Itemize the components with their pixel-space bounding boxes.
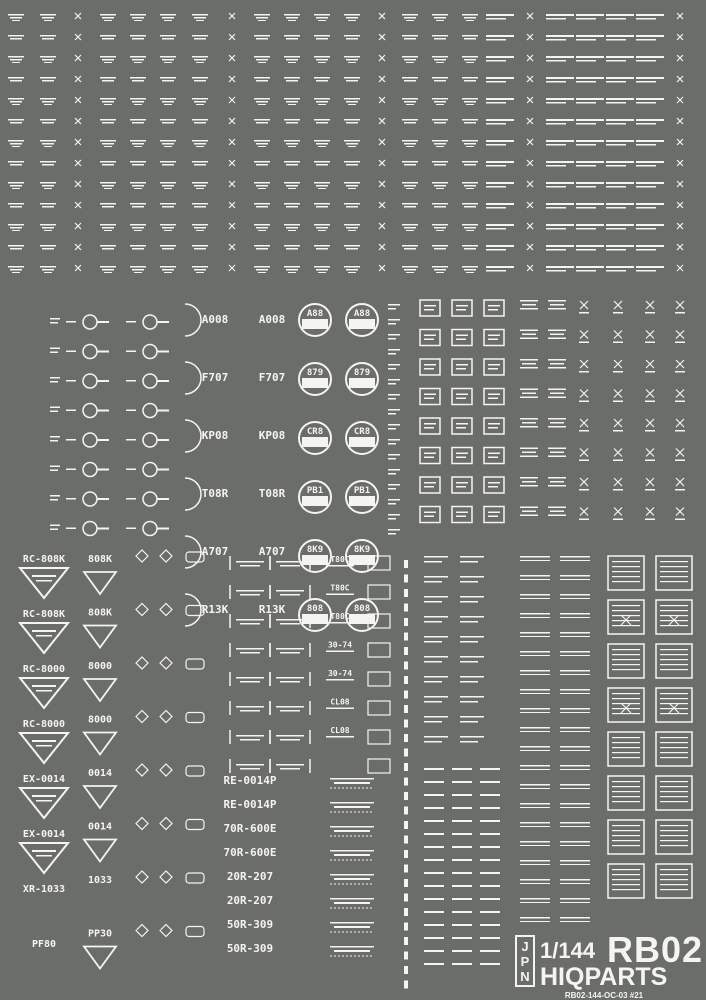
decal-text: 30-74 xyxy=(327,640,353,650)
region-letter-n: N xyxy=(520,969,530,984)
decal-text: R13K xyxy=(201,603,229,616)
brand-name: HIQPARTS xyxy=(540,963,668,991)
decal-text: T08R xyxy=(258,487,286,500)
decal-text: 0014 xyxy=(87,768,113,779)
decal-text: RC-808K xyxy=(22,554,66,565)
decal-text: RC-8000 xyxy=(22,719,66,730)
decal-text: 1033 xyxy=(87,875,113,886)
decal-text: A008 xyxy=(258,313,286,326)
region-letter-j: J xyxy=(521,939,529,954)
decal-text: PB1 xyxy=(306,486,324,496)
decal-text: CR8 xyxy=(353,427,371,437)
decal-text: 8K9 xyxy=(306,545,324,555)
decal-text: 0014 xyxy=(87,821,113,833)
sheet-code: RB02-144-OC-03 #21 xyxy=(564,991,644,1000)
decal-text: A707 xyxy=(201,545,229,558)
decal-text: PF80 xyxy=(31,939,57,950)
decal-text: T80C xyxy=(330,612,350,621)
decal-text: F707 xyxy=(258,371,286,384)
decal-text: EX-0014 xyxy=(22,774,66,785)
decal-text: 30-74 xyxy=(327,669,353,678)
decal-text: 8000 xyxy=(87,661,113,672)
decal-text: 20R-207 xyxy=(226,894,274,907)
decal-text: 808 xyxy=(353,604,371,614)
decal-text: 808 xyxy=(306,604,324,614)
decal-text: RC-8000 xyxy=(22,664,66,675)
decal-text: 8K9 xyxy=(353,545,371,555)
decal-text: KP08 xyxy=(201,429,229,442)
scale-label: 1/144 xyxy=(540,938,596,963)
decal-text: A707 xyxy=(258,545,286,558)
decal-text: KP08 xyxy=(258,429,286,442)
decal-text: RC-808K xyxy=(22,609,66,620)
decal-text: RE-0014P xyxy=(223,798,277,811)
decal-text: EX-0014 xyxy=(22,829,66,840)
decal-text: F707 xyxy=(201,371,229,384)
decal-text: A88 xyxy=(353,309,371,319)
decal-text: 50R-309 xyxy=(226,942,274,955)
decal-text: CL08 xyxy=(330,697,350,707)
decal-text: 70R-600E xyxy=(223,822,277,835)
decal-text: 20R-207 xyxy=(226,870,274,883)
series-label: RB02 xyxy=(607,929,704,970)
decal-text: PP30 xyxy=(87,928,113,940)
decal-text: CL08 xyxy=(330,726,350,735)
decal-text: RE-0014P xyxy=(223,774,277,787)
decal-text: 879 xyxy=(306,368,324,378)
decal-text: T80C xyxy=(330,583,350,593)
decal-text: 50R-309 xyxy=(226,918,274,931)
decal-text: T80C xyxy=(330,555,350,564)
decal-text: 70R-600E xyxy=(223,846,277,859)
decal-text: 879 xyxy=(353,368,371,378)
decal-text: 8000 xyxy=(87,714,113,726)
decal-text: A008 xyxy=(201,313,229,326)
decal-text: 808K xyxy=(87,554,113,565)
decal-text: R13K xyxy=(258,603,286,616)
decal-text: CR8 xyxy=(306,427,324,437)
decal-text: 808K xyxy=(87,607,113,619)
decal-text: A88 xyxy=(306,309,324,319)
decal-text: PB1 xyxy=(353,486,371,496)
decal-text: T08R xyxy=(201,487,229,500)
region-letter-p: P xyxy=(520,954,530,969)
decal-text: XR-1033 xyxy=(22,884,66,895)
